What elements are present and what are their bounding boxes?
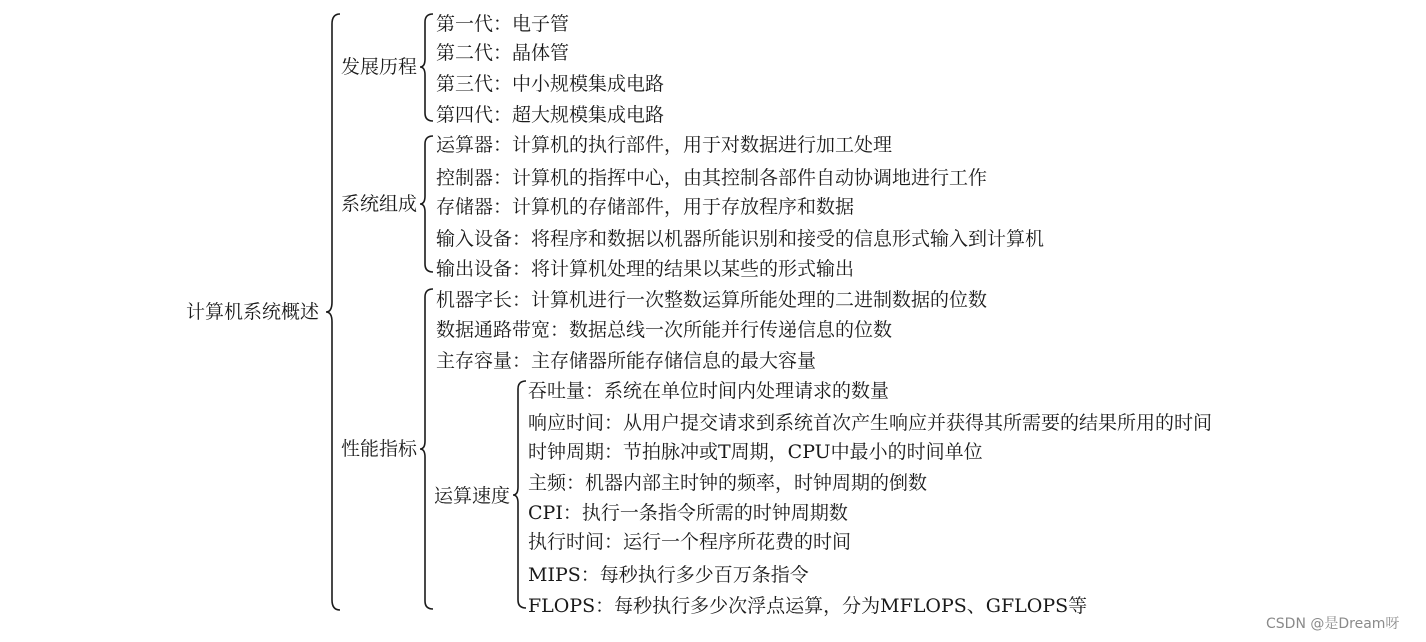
list-item: 第一代：电子管: [436, 13, 570, 35]
list-item: 主存容量：主存储器所能存储信息的最大容量: [436, 350, 817, 372]
list-item: 执行时间：运行一个程序所花费的时间: [528, 531, 852, 553]
list-item: CPI：执行一条指令所需的时钟周期数: [528, 502, 848, 524]
root-label: 计算机系统概述: [186, 301, 320, 323]
speed-brace: [513, 381, 526, 608]
list-item: 主频：机器内部主时钟的频率，时钟周期的倒数: [528, 472, 928, 494]
branch-label-composition: 系统组成: [341, 193, 418, 215]
development-brace: [420, 14, 433, 121]
branch-label-performance: 性能指标: [341, 438, 418, 460]
root-brace: [326, 14, 340, 610]
list-item: 输入设备：将程序和数据以机器所能识别和接受的信息形式输入到计算机: [436, 228, 1045, 250]
list-item: 运算器：计算机的执行部件，用于对数据进行加工处理: [436, 134, 893, 156]
list-item: FLOPS：每秒执行多少次浮点运算，分为MFLOPS、GFLOPS等: [528, 595, 1088, 617]
list-item: 控制器：计算机的指挥中心，由其控制各部件自动协调地进行工作: [436, 167, 988, 189]
list-item: MIPS：每秒执行多少百万条指令: [528, 564, 809, 586]
list-item: 数据通路带宽：数据总线一次所能并行传递信息的位数: [436, 319, 893, 341]
list-item: 时钟周期：节拍脉冲或T周期，CPU中最小的时间单位: [528, 441, 983, 463]
sub-branch-label-speed: 运算速度: [434, 485, 511, 507]
composition-brace: [420, 136, 433, 272]
list-item: 第二代：晶体管: [436, 42, 570, 64]
performance-brace: [420, 289, 433, 609]
list-item: 机器字长：计算机进行一次整数运算所能处理的二进制数据的位数: [436, 289, 988, 311]
list-item: 第四代：超大规模集成电路: [436, 104, 665, 126]
watermark: CSDN @是Dream呀: [1266, 616, 1400, 632]
list-item: 输出设备：将计算机处理的结果以某些的形式输出: [436, 258, 855, 280]
list-item: 吞吐量：系统在单位时间内处理请求的数量: [528, 380, 890, 402]
branch-label-development: 发展历程: [341, 56, 418, 78]
list-item: 第三代：中小规模集成电路: [436, 73, 665, 95]
list-item: 响应时间：从用户提交请求到系统首次产生响应并获得其所需要的结果所用的时间: [528, 412, 1213, 434]
list-item: 存储器：计算机的存储部件，用于存放程序和数据: [436, 196, 855, 218]
